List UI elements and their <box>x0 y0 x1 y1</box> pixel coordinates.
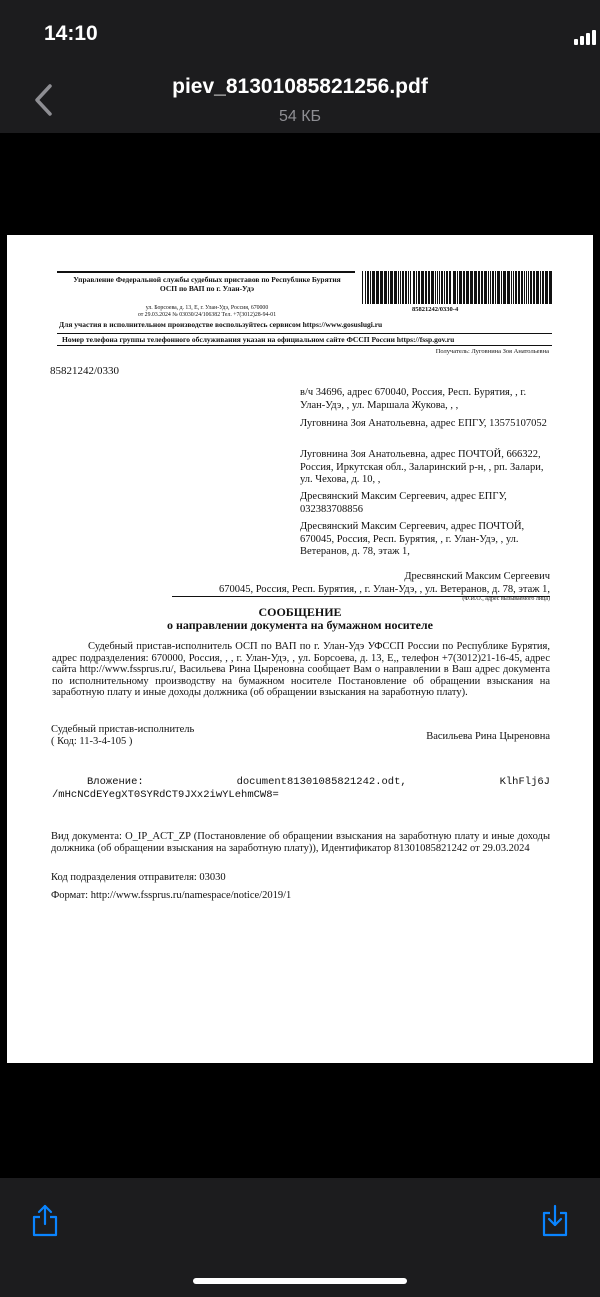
format-line: Формат: http://www.fssprus.ru/namespace/notice/2019/1 <box>51 890 292 901</box>
phone-line: Номер телефона группы телефонного обслуживания указан на официальном сайте ФССП России https://fssp.gov.ru <box>62 335 455 344</box>
recipient-name: Дресвянский Максим Сергеевич <box>404 571 550 582</box>
file-size: 54 КБ <box>278 108 322 125</box>
doc-type: Вид документа: O_IP_ACT_ZP (Постановление об обращении взыскания на заработную плату и иные доходы должника (об обращении взыскания на заработную плату)), Идентификатор 81301085821242 от 29.03.2024 <box>51 831 550 854</box>
address-item: Луговнина Зоя Анатольевна, адрес ЕПГУ, 13575107052 <box>300 418 547 429</box>
signer-name: Васильева Рина Цыреновна <box>426 731 550 742</box>
gosuslugi-line: Для участия в исполнительном производстве воспользуйтесь сервисом https://www.gosuslugi.ru <box>59 320 383 329</box>
address-item: в/ч 34696, адрес 670040, Россия, Респ. Бурятия, , г. Улан-Удэ, , ул. Маршала Жукова, , , <box>300 387 527 411</box>
file-name: piev_81301085821256.pdf <box>172 75 428 98</box>
share-icon[interactable] <box>30 1203 60 1237</box>
signer-block: Судебный пристав-исполнитель ( Код: 11-3-4-105 ) <box>51 724 195 747</box>
document-title: СООБЩЕНИЕ о направлении документа на бумажном носителе <box>167 605 433 632</box>
home-indicator[interactable] <box>193 1278 407 1284</box>
attachment-info: Вложение: document81301085821242.odt, KlhFlj6J /mHcNCdEYegXT0SYRdCT9JXx2iwYLehmCW8= <box>52 776 550 801</box>
barcode-number: 85821242/0330-4 <box>412 306 459 313</box>
recipient-small: Получатель: Луговнина Зоя Анатольевна <box>435 348 549 355</box>
address-item: Дресвянский Максим Сергеевич, адрес ЕПГУ, 032383708856 <box>300 491 507 515</box>
message-body: Судебный пристав-исполнитель ОСП по ВАП по г. Улан-Удэ УФССП России по Республике Бурятия, адрес подразделения: 670000, Россия, , , г. Улан-Удэ, , ул. Борсоева, д. 13, Е,, телефон +7(3012)21-16-45, адрес сайта http://www.fssprus.ru/, Васильева Рина Цыреновна сообщает Вам о направлении в Ваш адрес документа по исполнительному производству на бумажном носителе Постановление об обращении взыскания на заработную плату и иные доходы должника (об обращении взыскания на заработную плату). <box>52 641 550 698</box>
barcode <box>362 271 552 304</box>
address-item: Луговнина Зоя Анатольевна, адрес ПОЧТОЙ, 666322, Россия, Иркутская обл., Заларинский р-н, , рп. Залари, ул. Чехова, д. 10, , <box>300 449 544 485</box>
header-org: Управление Федеральной службы судебных приставов по Республике Бурятия ОСП по ВАП по г. Улан-Удэ <box>73 275 341 293</box>
bottom-toolbar <box>0 1178 600 1297</box>
sender-code: Код подразделения отправителя: 03030 <box>51 872 226 883</box>
recipient-caption: (Ф.И.О., адрес вызываемого лица) <box>462 596 550 602</box>
address-item: Дресвянский Максим Сергеевич, адрес ПОЧТОЙ, 670045, Россия, Респ. Бурятия, , г. Улан-Удэ, , ул. Ветеранов, д. 78, этаж 1, <box>300 521 525 557</box>
recipient-address: 670045, Россия, Респ. Бурятия, , г. Улан-Удэ, , ул. Ветеранов, д. 78, этаж 1, <box>218 584 550 595</box>
download-icon[interactable] <box>540 1203 570 1237</box>
status-time: 14:10 <box>44 22 98 45</box>
header-address: ул. Борсоева, д. 13, Е, г. Улан-Удэ, Россия, 670000 от 29.03.2024 № 03030/24/106382 Тел. +7(3012)28-94-01 <box>137 305 277 318</box>
pdf-page <box>7 235 593 1063</box>
doc-number: 85821242/0330 <box>50 365 120 377</box>
top-bar <box>0 0 600 133</box>
signal-icon <box>574 29 598 45</box>
